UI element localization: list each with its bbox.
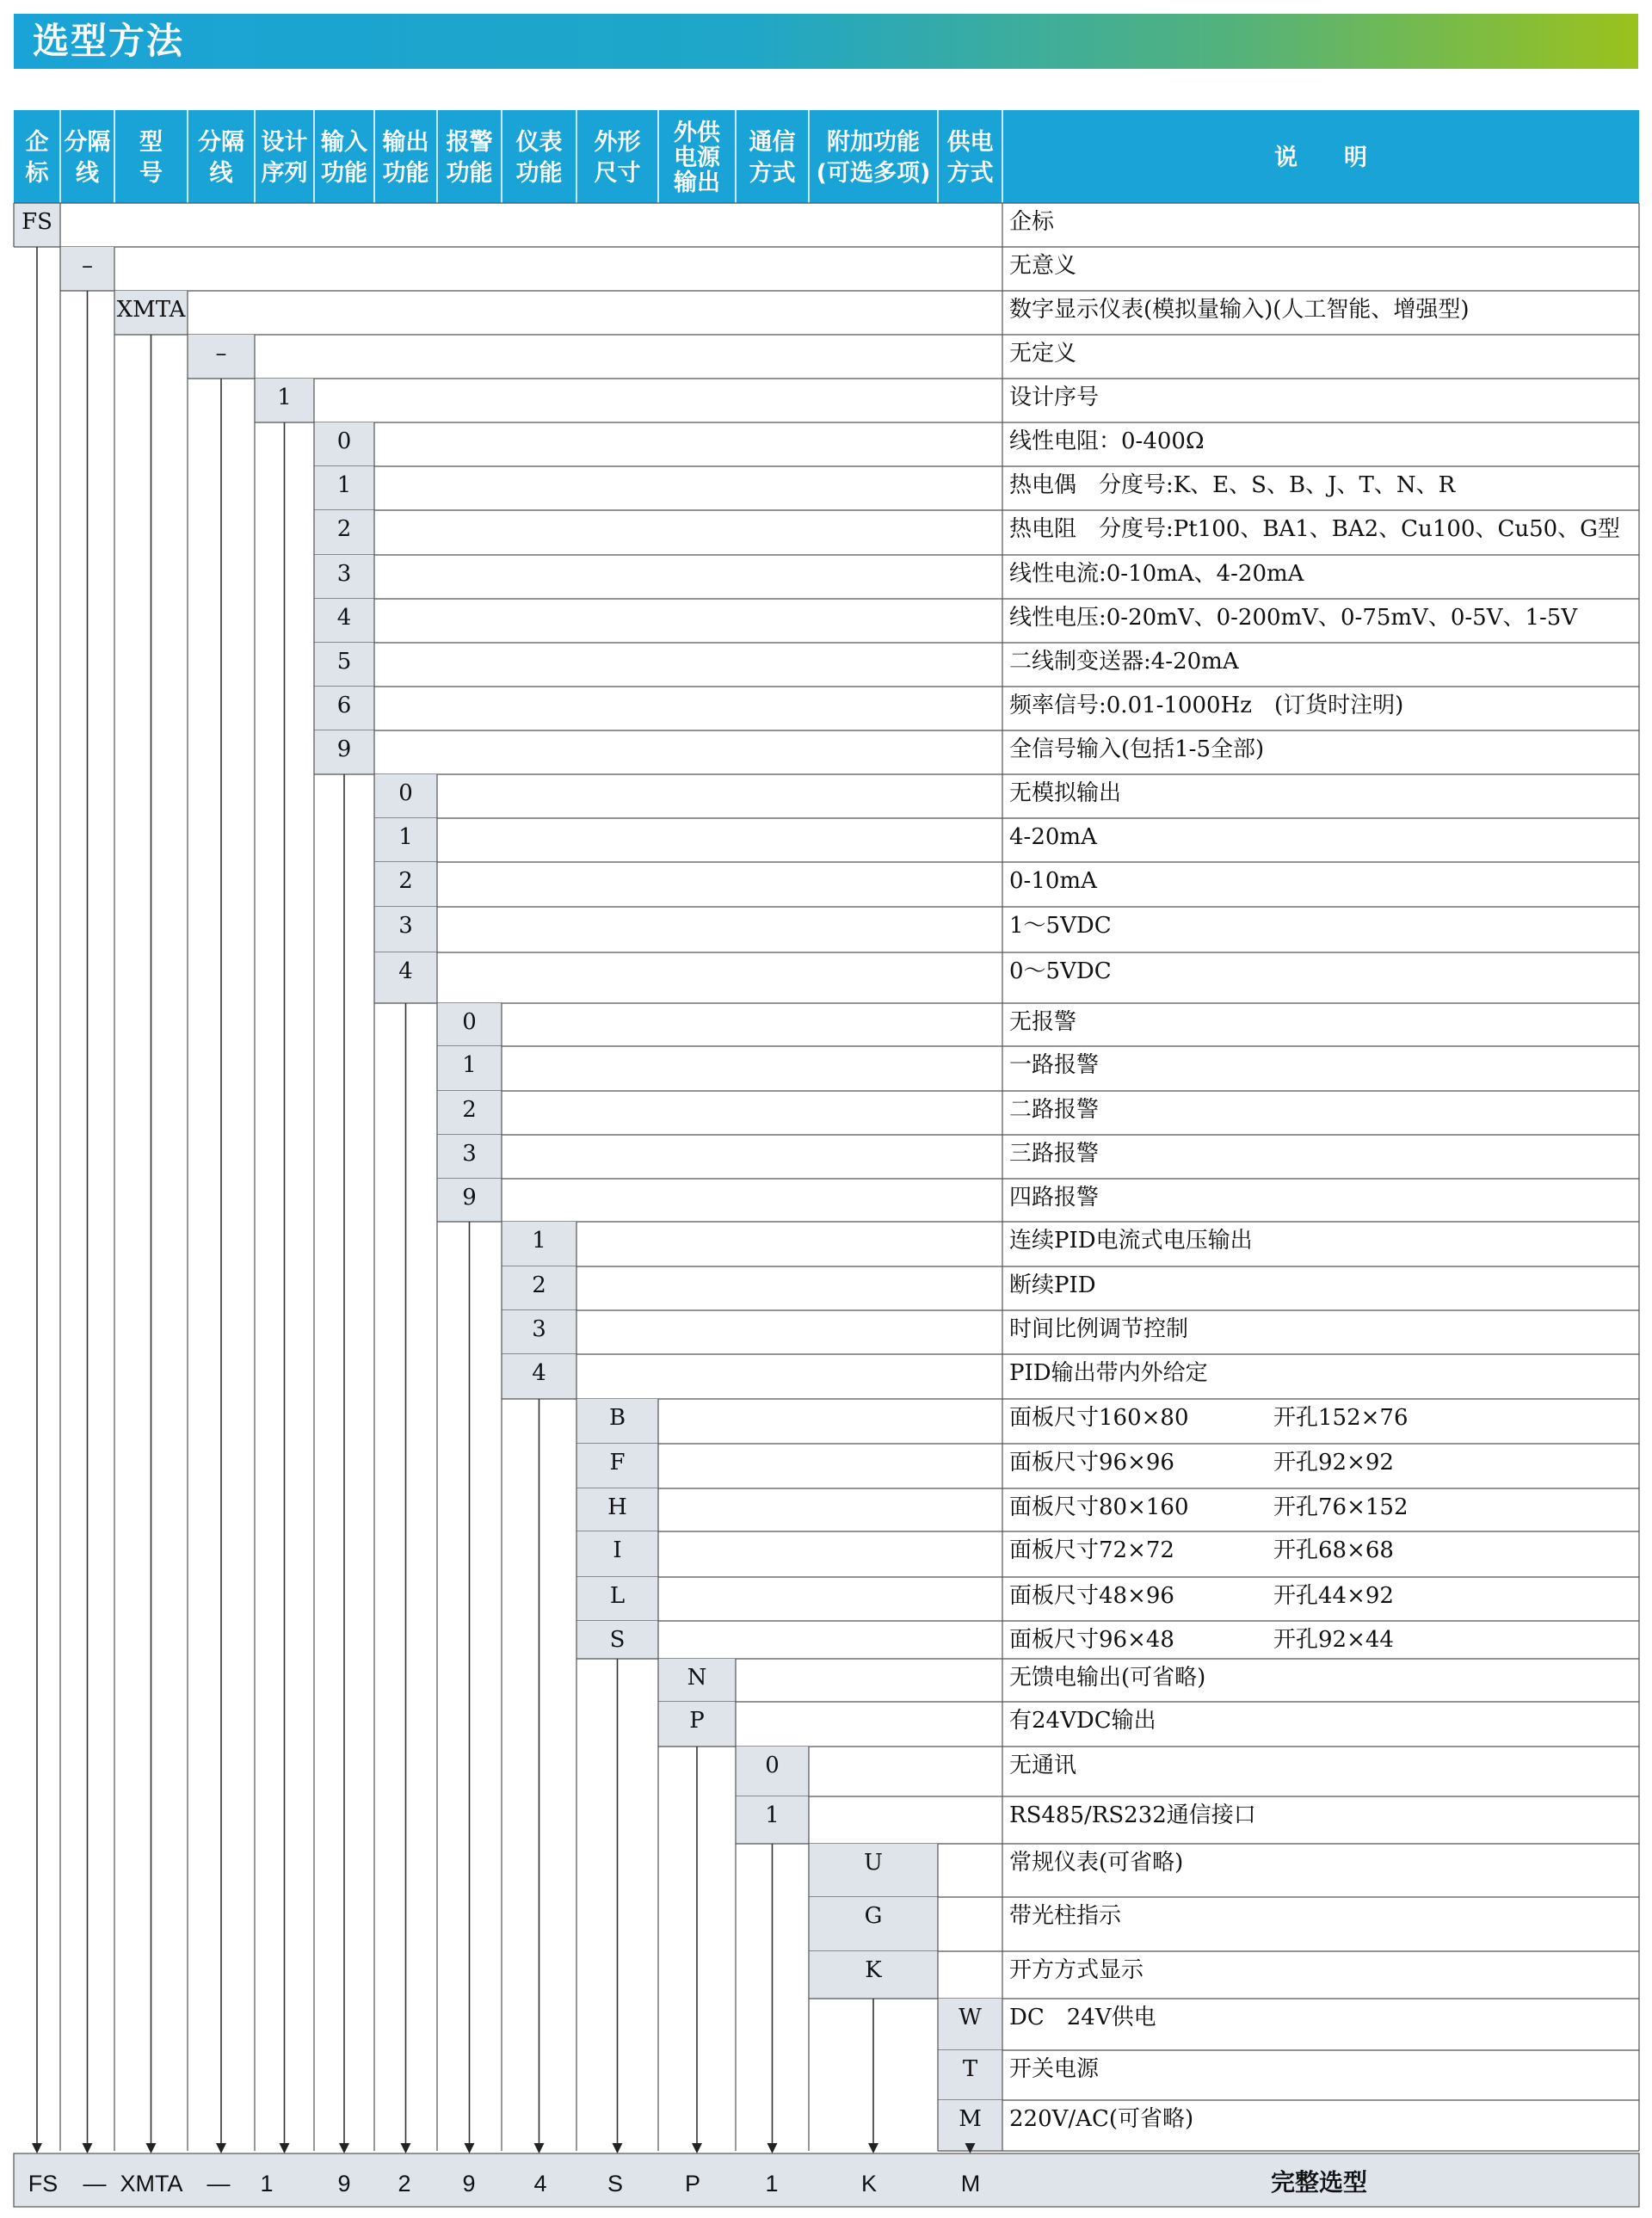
- table-row: [576, 1444, 1639, 1488]
- code-value: 9: [462, 1185, 477, 1211]
- description-text: 线性电压:0-20mV、0-200mV、0-75mV、0-5V、1-5V: [1009, 605, 1578, 631]
- description-cutout-text: 开孔68×68: [1273, 1537, 1394, 1563]
- code-value: 1: [277, 385, 292, 410]
- footer-code-3: —: [206, 2171, 231, 2196]
- column-header-10-line-1: 电源: [674, 145, 720, 171]
- table-row: [576, 1531, 1639, 1577]
- code-value: K: [865, 1957, 882, 1983]
- footer-code-2: XMTA: [120, 2171, 183, 2196]
- page-title: 选型方法: [33, 20, 185, 62]
- column-header-10-line-2: 输出: [674, 169, 720, 196]
- table-row: [437, 1046, 1639, 1091]
- column-header-5-line-0: 输入: [321, 129, 367, 156]
- down-arrow-icon: [83, 2143, 93, 2153]
- code-value: FS: [22, 209, 52, 235]
- code-value: 2: [532, 1272, 546, 1298]
- down-arrow-icon: [216, 2143, 226, 2153]
- table-row: [255, 379, 1639, 422]
- table-row: [437, 1091, 1639, 1135]
- down-arrow-icon: [767, 2143, 778, 2153]
- code-value: T: [962, 2056, 978, 2082]
- table-row: [374, 907, 1639, 952]
- down-arrow-icon: [280, 2143, 290, 2153]
- description-text: 四路报警: [1009, 1185, 1100, 1211]
- table-header-bg: [14, 110, 1639, 203]
- footer-code-9: S: [607, 2171, 624, 2196]
- down-arrow-icon: [692, 2143, 702, 2153]
- description-text: 断续PID: [1009, 1272, 1096, 1298]
- code-value: 2: [398, 868, 413, 894]
- description-text: 设计序号: [1009, 385, 1100, 410]
- table-row: [374, 818, 1639, 862]
- column-header-8-line-1: 功能: [515, 160, 563, 187]
- description-text: 220V/AC(可省略): [1009, 2106, 1194, 2132]
- column-header-3-line-1: 线: [209, 160, 233, 187]
- table-row: [736, 1796, 1639, 1844]
- description-text: 企标: [1009, 209, 1055, 235]
- table-row: [576, 1577, 1639, 1621]
- down-arrow-icon: [868, 2143, 878, 2153]
- table-row: [736, 1747, 1639, 1796]
- code-value: 0: [336, 428, 352, 454]
- description-text: 热电偶 分度号:K、E、S、B、J、T、N、R: [1009, 472, 1456, 498]
- code-value: 3: [532, 1316, 546, 1342]
- code-value: 0: [398, 780, 413, 806]
- code-value: 3: [462, 1141, 477, 1167]
- footer-bar: [14, 2153, 1639, 2207]
- column-header-3-line-0: 分隔: [198, 129, 244, 156]
- description-text: RS485/RS232通信接口: [1009, 1802, 1256, 1828]
- table-row: [809, 1844, 1639, 1897]
- table-row: [809, 1897, 1639, 1951]
- column-header-2-line-1: 号: [139, 160, 163, 187]
- table-row: [502, 1310, 1639, 1354]
- code-value: 9: [336, 736, 352, 762]
- footer-code-12: K: [860, 2171, 878, 2196]
- code-value: –: [215, 341, 227, 367]
- description-text: 频率信号:0.01-1000Hz (订货时注明): [1009, 693, 1404, 718]
- table-row: [14, 203, 1639, 247]
- description-text: 无馈电输出(可省略): [1009, 1665, 1206, 1691]
- column-header-7-line-1: 功能: [446, 160, 493, 187]
- table-row: [658, 1702, 1639, 1747]
- description-text: 0-10mA: [1009, 868, 1097, 894]
- description-text: 开方方式显示: [1009, 1957, 1144, 1983]
- table-row: [60, 247, 1639, 291]
- description-cutout-text: 开孔92×92: [1273, 1450, 1394, 1476]
- footer-code-13: M: [960, 2171, 981, 2196]
- table-row: [314, 687, 1639, 730]
- description-cutout-text: 开孔92×44: [1273, 1627, 1394, 1653]
- description-text: 面板尺寸72×72: [1009, 1537, 1174, 1563]
- column-header-0-line-0: 企: [25, 129, 49, 156]
- description-text: 无模拟输出: [1009, 780, 1122, 806]
- column-header-0-line-1: 标: [25, 160, 49, 187]
- code-value: P: [689, 1708, 705, 1734]
- description-text: 时间比例调节控制: [1009, 1316, 1189, 1342]
- down-arrow-icon: [465, 2143, 475, 2153]
- description-text: 连续PID电流式电压输出: [1009, 1228, 1253, 1254]
- code-value: L: [609, 1583, 626, 1609]
- footer-code-10: P: [684, 2171, 701, 2196]
- description-text: 面板尺寸160×80: [1009, 1405, 1189, 1431]
- description-header: 说 明: [1274, 145, 1367, 171]
- table-row: [437, 1135, 1639, 1179]
- table-row: [502, 1222, 1639, 1266]
- description-text: 面板尺寸48×96: [1009, 1583, 1174, 1609]
- column-header-4-line-0: 设计: [261, 129, 308, 156]
- code-value: 5: [336, 649, 352, 675]
- table-row: [374, 774, 1639, 818]
- column-header-12-line-1: (可选多项): [816, 160, 931, 187]
- description-cutout-text: 开孔76×152: [1273, 1494, 1409, 1520]
- column-header-11-line-0: 通信: [749, 129, 796, 156]
- table-row: [314, 555, 1639, 599]
- description-text: 无通讯: [1009, 1753, 1077, 1778]
- code-value: 6: [336, 693, 352, 718]
- column-header-1-line-0: 分隔: [64, 129, 111, 156]
- column-header-6-line-0: 输出: [382, 129, 429, 156]
- column-header-6-line-1: 功能: [382, 160, 429, 187]
- description-text: 热电阻 分度号:Pt100、BA1、BA2、Cu100、Cu50、G型: [1009, 516, 1620, 542]
- code-value: I: [613, 1537, 622, 1563]
- footer-code-4: 1: [260, 2171, 274, 2196]
- down-arrow-icon: [534, 2143, 545, 2153]
- down-arrow-icon: [32, 2143, 42, 2153]
- table-row: [437, 1179, 1639, 1222]
- description-text: PID输出带内外给定: [1009, 1360, 1208, 1386]
- table-row: [576, 1621, 1639, 1659]
- down-arrow-icon: [613, 2143, 623, 2153]
- table-row: [502, 1266, 1639, 1310]
- table-row: [576, 1488, 1639, 1531]
- column-header-12-line-0: 附加功能: [827, 129, 920, 156]
- code-value: 3: [398, 913, 413, 939]
- code-value: 2: [462, 1097, 477, 1123]
- table-row: [938, 2100, 1639, 2151]
- description-text: DC 24V供电: [1009, 2005, 1156, 2030]
- down-arrow-icon: [146, 2143, 157, 2153]
- code-value: W: [959, 2005, 982, 2030]
- column-header-11-line-1: 方式: [749, 160, 796, 187]
- down-arrow-icon: [339, 2143, 349, 2153]
- description-text: 有24VDC输出: [1009, 1708, 1156, 1734]
- description-text: 4-20mA: [1009, 824, 1097, 850]
- column-header-7-line-0: 报警: [446, 129, 493, 156]
- description-cutout-text: 开孔44×92: [1273, 1583, 1394, 1609]
- description-text: 二线制变送器:4-20mA: [1009, 649, 1239, 675]
- code-value: 1: [336, 472, 352, 498]
- description-text: 面板尺寸96×96: [1009, 1450, 1174, 1476]
- table-row: [809, 1951, 1639, 1999]
- description-text: 数字显示仪表(模拟量输入)(人工智能、增强型): [1009, 297, 1470, 323]
- code-value: 4: [532, 1360, 546, 1386]
- down-arrow-icon: [401, 2143, 411, 2153]
- table-row: [314, 599, 1639, 643]
- table-row: [374, 862, 1639, 907]
- description-text: 常规仪表(可省略): [1009, 1850, 1184, 1876]
- table-row: [374, 952, 1639, 1003]
- description-text: 无报警: [1009, 1009, 1077, 1035]
- column-header-10-line-0: 外供: [674, 120, 720, 146]
- footer-code-6: 2: [398, 2171, 411, 2196]
- description-text: 无意义: [1009, 253, 1077, 279]
- table-row: [502, 1354, 1639, 1399]
- description-text: 带光柱指示: [1009, 1903, 1122, 1929]
- footer-code-8: 4: [533, 2171, 547, 2196]
- code-value: XMTA: [116, 297, 186, 323]
- table-row: [314, 730, 1639, 774]
- column-header-8-line-0: 仪表: [515, 129, 563, 156]
- description-text: 全信号输入(包括1-5全部): [1009, 736, 1265, 762]
- code-value: 2: [336, 516, 352, 542]
- code-value: 4: [336, 605, 352, 631]
- table-row: [314, 510, 1639, 555]
- table-row: [658, 1659, 1639, 1702]
- column-header-13-line-1: 方式: [946, 160, 994, 187]
- code-value: G: [864, 1903, 883, 1929]
- description-text: 无定义: [1009, 341, 1077, 367]
- code-value: 0: [765, 1753, 780, 1778]
- table-row: [576, 1399, 1639, 1444]
- code-value: 3: [336, 561, 352, 587]
- description-text: 一路报警: [1009, 1052, 1100, 1078]
- table-row: [314, 643, 1639, 687]
- description-text: 线性电阻：0-400Ω: [1009, 428, 1205, 454]
- footer-code-0: FS: [28, 2171, 59, 2196]
- code-value: 1: [462, 1052, 477, 1078]
- column-header-9-line-1: 尺寸: [594, 160, 641, 187]
- code-value: H: [607, 1494, 627, 1520]
- footer-code-11: 1: [765, 2171, 779, 2196]
- footer-code-7: 9: [462, 2171, 476, 2196]
- table-row: [938, 1999, 1639, 2050]
- code-value: N: [687, 1665, 707, 1691]
- code-value: S: [609, 1627, 626, 1653]
- description-text: 三路报警: [1009, 1141, 1100, 1167]
- description-text: 0～5VDC: [1009, 958, 1112, 984]
- column-header-9-line-0: 外形: [594, 129, 641, 156]
- code-value: U: [864, 1850, 883, 1876]
- description-text: 面板尺寸80×160: [1009, 1494, 1189, 1520]
- code-value: 1: [532, 1228, 546, 1254]
- footer-label: 完整选型: [1270, 2168, 1368, 2196]
- description-cutout-text: 开孔152×76: [1273, 1405, 1409, 1431]
- code-value: M: [959, 2106, 982, 2132]
- code-value: 1: [398, 824, 413, 850]
- column-header-13-line-0: 供电: [946, 129, 994, 156]
- footer-code-5: 9: [337, 2171, 351, 2196]
- description-text: 1～5VDC: [1009, 913, 1112, 939]
- column-header-2-line-0: 型: [139, 129, 163, 156]
- column-header-5-line-1: 功能: [321, 160, 367, 187]
- code-value: F: [609, 1450, 626, 1476]
- code-value: –: [82, 253, 93, 279]
- table-row: [437, 1003, 1639, 1046]
- table-row: [188, 335, 1639, 379]
- table-row: [314, 466, 1639, 510]
- description-text: 面板尺寸96×48: [1009, 1627, 1174, 1653]
- column-header-4-line-1: 序列: [261, 160, 308, 187]
- description-text: 线性电流:0-10mA、4-20mA: [1009, 561, 1304, 587]
- code-value: B: [608, 1405, 626, 1431]
- description-text: 二路报警: [1009, 1097, 1100, 1123]
- code-value: 1: [765, 1802, 780, 1828]
- code-value: 0: [462, 1009, 477, 1035]
- description-text: 开关电源: [1009, 2056, 1100, 2082]
- table-row: [314, 422, 1639, 466]
- footer-code-1: —: [83, 2171, 107, 2196]
- table-row: [938, 2050, 1639, 2100]
- column-header-1-line-1: 线: [76, 160, 99, 187]
- table-row: [114, 291, 1639, 335]
- code-value: 4: [398, 958, 413, 984]
